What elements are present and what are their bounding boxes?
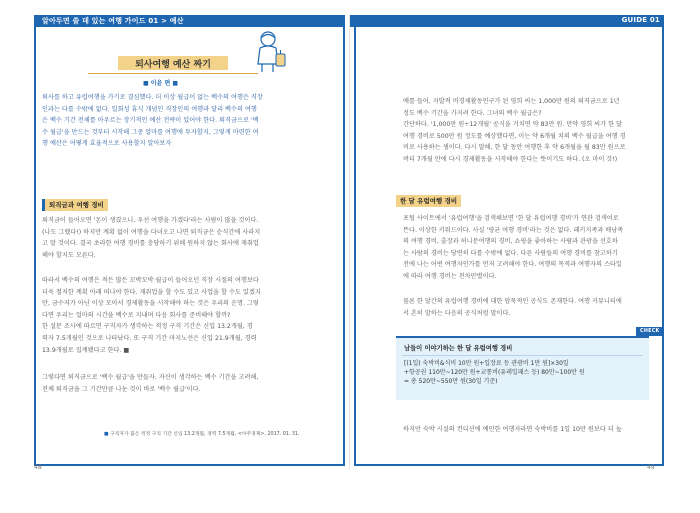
traveler-illustration bbox=[252, 30, 288, 74]
body-line: 서 흔히 말하는 다음의 공식처럼 말이다. bbox=[403, 309, 511, 317]
intro-line: 행 예산은 어떻게 효율적으로 사용할지 알아보자 bbox=[42, 140, 172, 148]
body-line: 따라서 백수의 여행은 적든 많든 꼬박꼬박 월급이 들어오던 직장 시절의 여행보다 bbox=[42, 277, 259, 284]
check-box-content bbox=[404, 359, 585, 386]
body-line: 간단하다. '1,000만 원÷12개월' 공식을 거치면 약 83만 원. 만약 영희 씨가 한 달 bbox=[403, 121, 623, 129]
right-mid-paragraph bbox=[403, 213, 623, 283]
body-line: 한 설문 조사에 따르면 구직자가 생각하는 적정 구직 기간은 신입 13.2개월, 경 bbox=[42, 323, 253, 331]
right-top-paragraph bbox=[403, 96, 626, 166]
page-number-right: 49 bbox=[647, 464, 655, 471]
right-header-bar bbox=[350, 15, 664, 27]
body-paragraph-1 bbox=[42, 215, 260, 261]
check-label: CHECK bbox=[636, 327, 664, 336]
body-line: 퇴직금이 들어오면 '돈이 생겼으니, 우선 여행을 가겠다'라는 사람이 많을 것이다. bbox=[42, 217, 259, 224]
body-line: 예를 들어, 자발적 비경제활동인구가 된 영희 씨는 1,000만 원의 퇴직금으로 1년 bbox=[403, 98, 620, 105]
article-title-box bbox=[118, 56, 228, 70]
section-tag-severance: 퇴직금과 여행 경비 bbox=[42, 199, 108, 211]
right-last-paragraph bbox=[403, 296, 622, 319]
body-line: 전에 나는 어떤 여행자인가를 먼저 고려해야 한다. 여행의 목적과 여행자의 스타일 bbox=[403, 261, 622, 269]
check-box bbox=[396, 336, 649, 400]
footnote bbox=[104, 430, 300, 437]
title-underline bbox=[88, 73, 258, 74]
right-bottom-paragraph: 하지만 숙박 시설의 컨디션에 예민한 여행자라면 숙박비를 1일 10만 원보다 더 높 bbox=[403, 426, 622, 433]
formula-line: = 총 520만~550만 원(30일 기준) bbox=[404, 378, 498, 385]
body-line: 고 말 것이다. 결국 초라한 여행 경비를 충당하기 위해 원하지 않는 회사에 재취업 bbox=[42, 240, 259, 248]
left-header-text: 알아두면 쓸 데 있는 여행 가이드 01 > 예산 bbox=[42, 17, 184, 25]
body-line: 다면 우리는 얼마의 시간을 백수로 지내며 다음 회사를 준비해야 할까? bbox=[42, 311, 231, 319]
body-line: 비로 사용하는 셈이다. 다시 말해, 한 달 동안 여행한 후 약 6개월을 월 83만 원으로 bbox=[403, 144, 626, 152]
intro-line: 인과는 다를 수밖에 없다. 일회성 휴식 개념인 직장인의 여행과 달리 백수의 여행 bbox=[42, 105, 257, 113]
body-line: 버티 7개월 만에 다시 경제활동을 시작해야 한다는 뜻이기도 하다. (오 마이 갓!) bbox=[403, 155, 618, 163]
footnote-text: 구직자가 꼽은 적정 구직 기간 신입 13.2개월, 경력 7.5개월, <아주경제>, 2017. 01. 31. bbox=[110, 432, 300, 437]
section-tag-europe: 한 달 유럽여행 경비 bbox=[396, 195, 461, 207]
body-line: 포털 사이트에서 '유럽여행'을 검색해보면 '한 달 유럽여행 경비'가 연관 검색어로 bbox=[403, 215, 619, 222]
body-line: 에 따라 여행 경비는 천차만별이다. bbox=[403, 272, 497, 280]
body-paragraph-2 bbox=[42, 275, 261, 356]
article-title: 퇴사여행 예산 짜기 bbox=[135, 60, 211, 70]
body-line: 력자 7.5개월인 것으로 나타났다. 또 구직 기간 마지노선은 신입 21.9개월, 경력 bbox=[42, 334, 257, 342]
right-header-text: GUIDE 01 bbox=[621, 16, 660, 24]
intro-line: 수 월급'을 만드는 것부터 시작해 그중 얼마를 여행에 투자할지, 그렇게 마련한 여 bbox=[42, 128, 259, 136]
body-line: 13.9개월로 집계됐다고 한다. ■ bbox=[42, 346, 130, 354]
body-line: 는 사람의 경비는 당연히 다를 수밖에 없다. 다른 사람들의 여행 경비를 참고하기 bbox=[403, 249, 618, 257]
body-line: 그렇다면 퇴직금으로 '백수 월급'을 만들자. 자신이 생각하는 백수 기간을 고려해, bbox=[42, 374, 259, 381]
body-line: 의 여행 경비, 출장과 허니문여행의 경비, 쇼핑을 좋아하는 사람과 관광을 선호하 bbox=[403, 238, 618, 246]
body-line: 정도 백수 기간을 가지려 한다. 그녀의 백수 월급은? bbox=[403, 109, 542, 117]
body-line: 여행 경비로 500만 원 정도를 예상했다면, 이는 약 6개월 치의 백수 월급을 여행 경 bbox=[403, 132, 626, 140]
check-box-divider bbox=[402, 355, 643, 356]
intro-paragraph bbox=[42, 92, 263, 150]
left-header-bar bbox=[34, 15, 345, 27]
footnote-mark: ■ bbox=[104, 432, 109, 437]
right-page bbox=[350, 0, 700, 513]
page-number-left: 48 bbox=[34, 464, 42, 471]
body-line: 더욱 철저한 계획 아래 떠나야 한다. 재취업을 할 수도 있고 사업을 할 수도 있겠지 bbox=[42, 288, 261, 296]
body-line: 전체 퇴직금을 그 기간만큼 나눈 것이 바로 '백수 월급'이다. bbox=[42, 385, 201, 393]
formula-line: [(1일) 숙박비&식비 10만 원+입장료 등 관광비 1만 원]×30일 bbox=[404, 360, 569, 367]
body-line: 만, 금수저가 아닌 이상 모아서 경제활동을 시작해야 하는 것은 우리의 운명. 그렇 bbox=[42, 300, 259, 308]
formula-line: +항공권 110만~120만 원+교통비(유레일패스 등) 80만~100만 원 bbox=[404, 369, 585, 376]
body-paragraph-3 bbox=[42, 372, 258, 395]
intro-line: 퇴사를 하고 유럽여행을 가기로 결심했다. 더 이상 월급이 없는 백수의 여행은 직장 bbox=[42, 94, 263, 101]
body-line: (나도 그랬다!) 하지만 계획 없이 여행을 다녀오고 나면 퇴직금은 순식간에 사라지 bbox=[42, 228, 261, 236]
check-box-title: 남들이 이야기하는 한 달 유럽여행 경비 bbox=[404, 345, 513, 352]
body-line: 뜬다. 이상한 키워드이다. 사실 '평균 여행 경비'라는 것은 없다. 패키지족과 배낭족 bbox=[403, 226, 624, 234]
author-label: ■ 이윤 편 ■ bbox=[143, 80, 178, 87]
body-line: 해야 할지도 모른다. bbox=[42, 251, 96, 259]
intro-line: 은 백수 기간 전체를 아우르는 장기적인 예산 전략이 있어야 한다. 퇴직금으로 '백 bbox=[42, 117, 259, 125]
body-line: 물론 한 달간의 유럽여행 경비에 대한 암묵적인 공식도 존재한다. 여행 커뮤니티에 bbox=[403, 298, 622, 305]
